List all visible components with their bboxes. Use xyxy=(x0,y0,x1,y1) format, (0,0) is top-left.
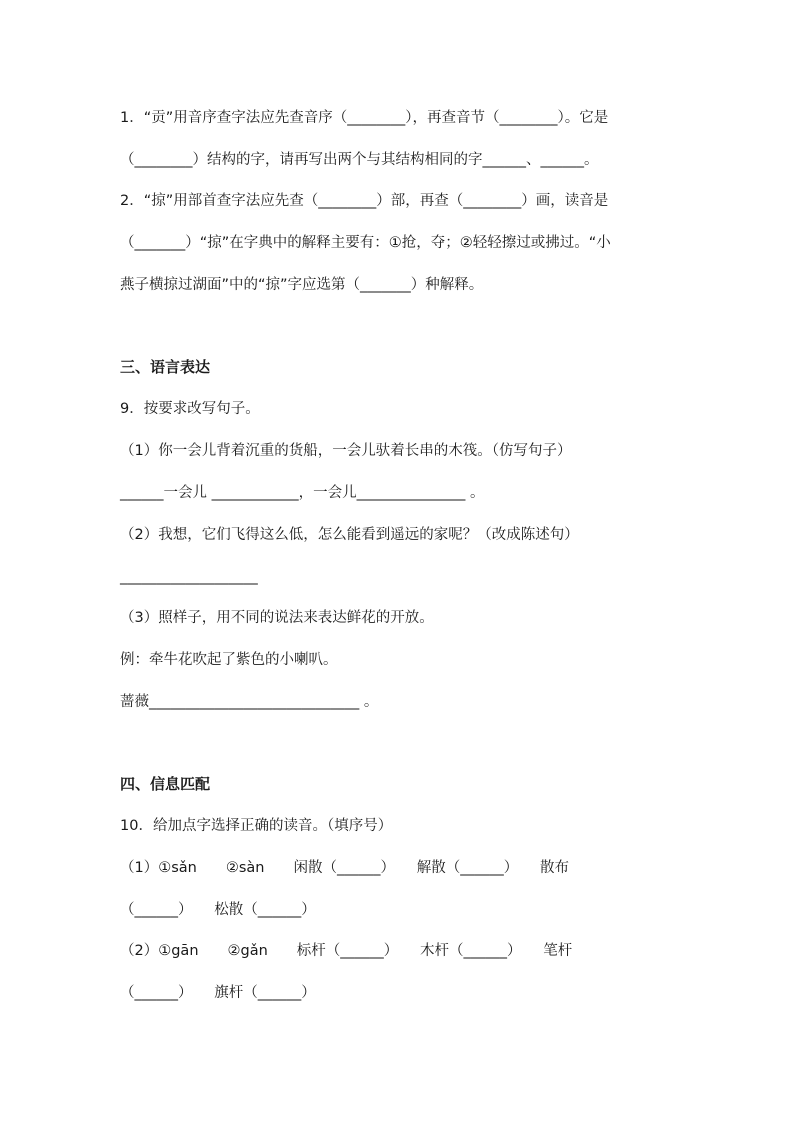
section-4-heading: 四、信息匹配 xyxy=(120,775,211,793)
question-9-example: 例：牵牛花吹起了紫色的小喇叭。 xyxy=(120,652,338,668)
question-9-sub-2-answer: ___________________ xyxy=(120,569,258,585)
question-9-sub-2: （2）我想，它们飞得这么低，怎么能看到遥远的家呢？（改成陈述句） xyxy=(120,527,579,543)
question-10-row-2a: （2）①gān ②gǎn 标杆（______） 木杆（______） 笔杆 xyxy=(120,943,573,959)
question-2-line-1: 2．“掠”用部首查字法应先查（________）部，再查（________）画，读音是 xyxy=(120,193,609,209)
question-10-row-2b: （______） 旗杆（______） xyxy=(120,985,316,1001)
section-3-heading: 三、语言表达 xyxy=(120,358,211,376)
question-9-sub-1: （1）你一会儿背着沉重的货船，一会儿驮着长串的木筏。（仿写句子） xyxy=(120,443,572,459)
question-9-sub-3: （3）照样子，用不同的说法来表达鲜花的开放。 xyxy=(120,610,434,626)
question-9-sub-3-answer: 蔷薇_____________________________ 。 xyxy=(120,694,379,710)
question-2-line-2: （_______）“掠”在字典中的解释主要有：①抢，夺；②轻轻擦过或拂过。“小 xyxy=(120,235,611,251)
question-2-line-3: 燕子横掠过湖面”中的“掠”字应选第（_______）种解释。 xyxy=(120,277,484,293)
question-10-row-1b: （______） 松散（______） xyxy=(120,902,316,918)
question-1-line-1: 1．“贡”用音序查字法应先查音序（________），再查音节（________）。它是 xyxy=(120,110,609,126)
question-9-sub-1-answer: ______一会儿 ____________，一会儿_______________ 。 xyxy=(120,485,485,501)
question-10-prompt: 10．给加点字选择正确的读音。（填序号） xyxy=(120,818,393,834)
question-1-line-2: （________）结构的字，请再写出两个与其结构相同的字______、______。 xyxy=(120,152,599,168)
question-10-row-1a: （1）①sǎn ②sàn 闲散（______） 解散（______） 散布 xyxy=(120,860,569,876)
question-9-prompt: 9．按要求改写句子。 xyxy=(120,401,260,417)
